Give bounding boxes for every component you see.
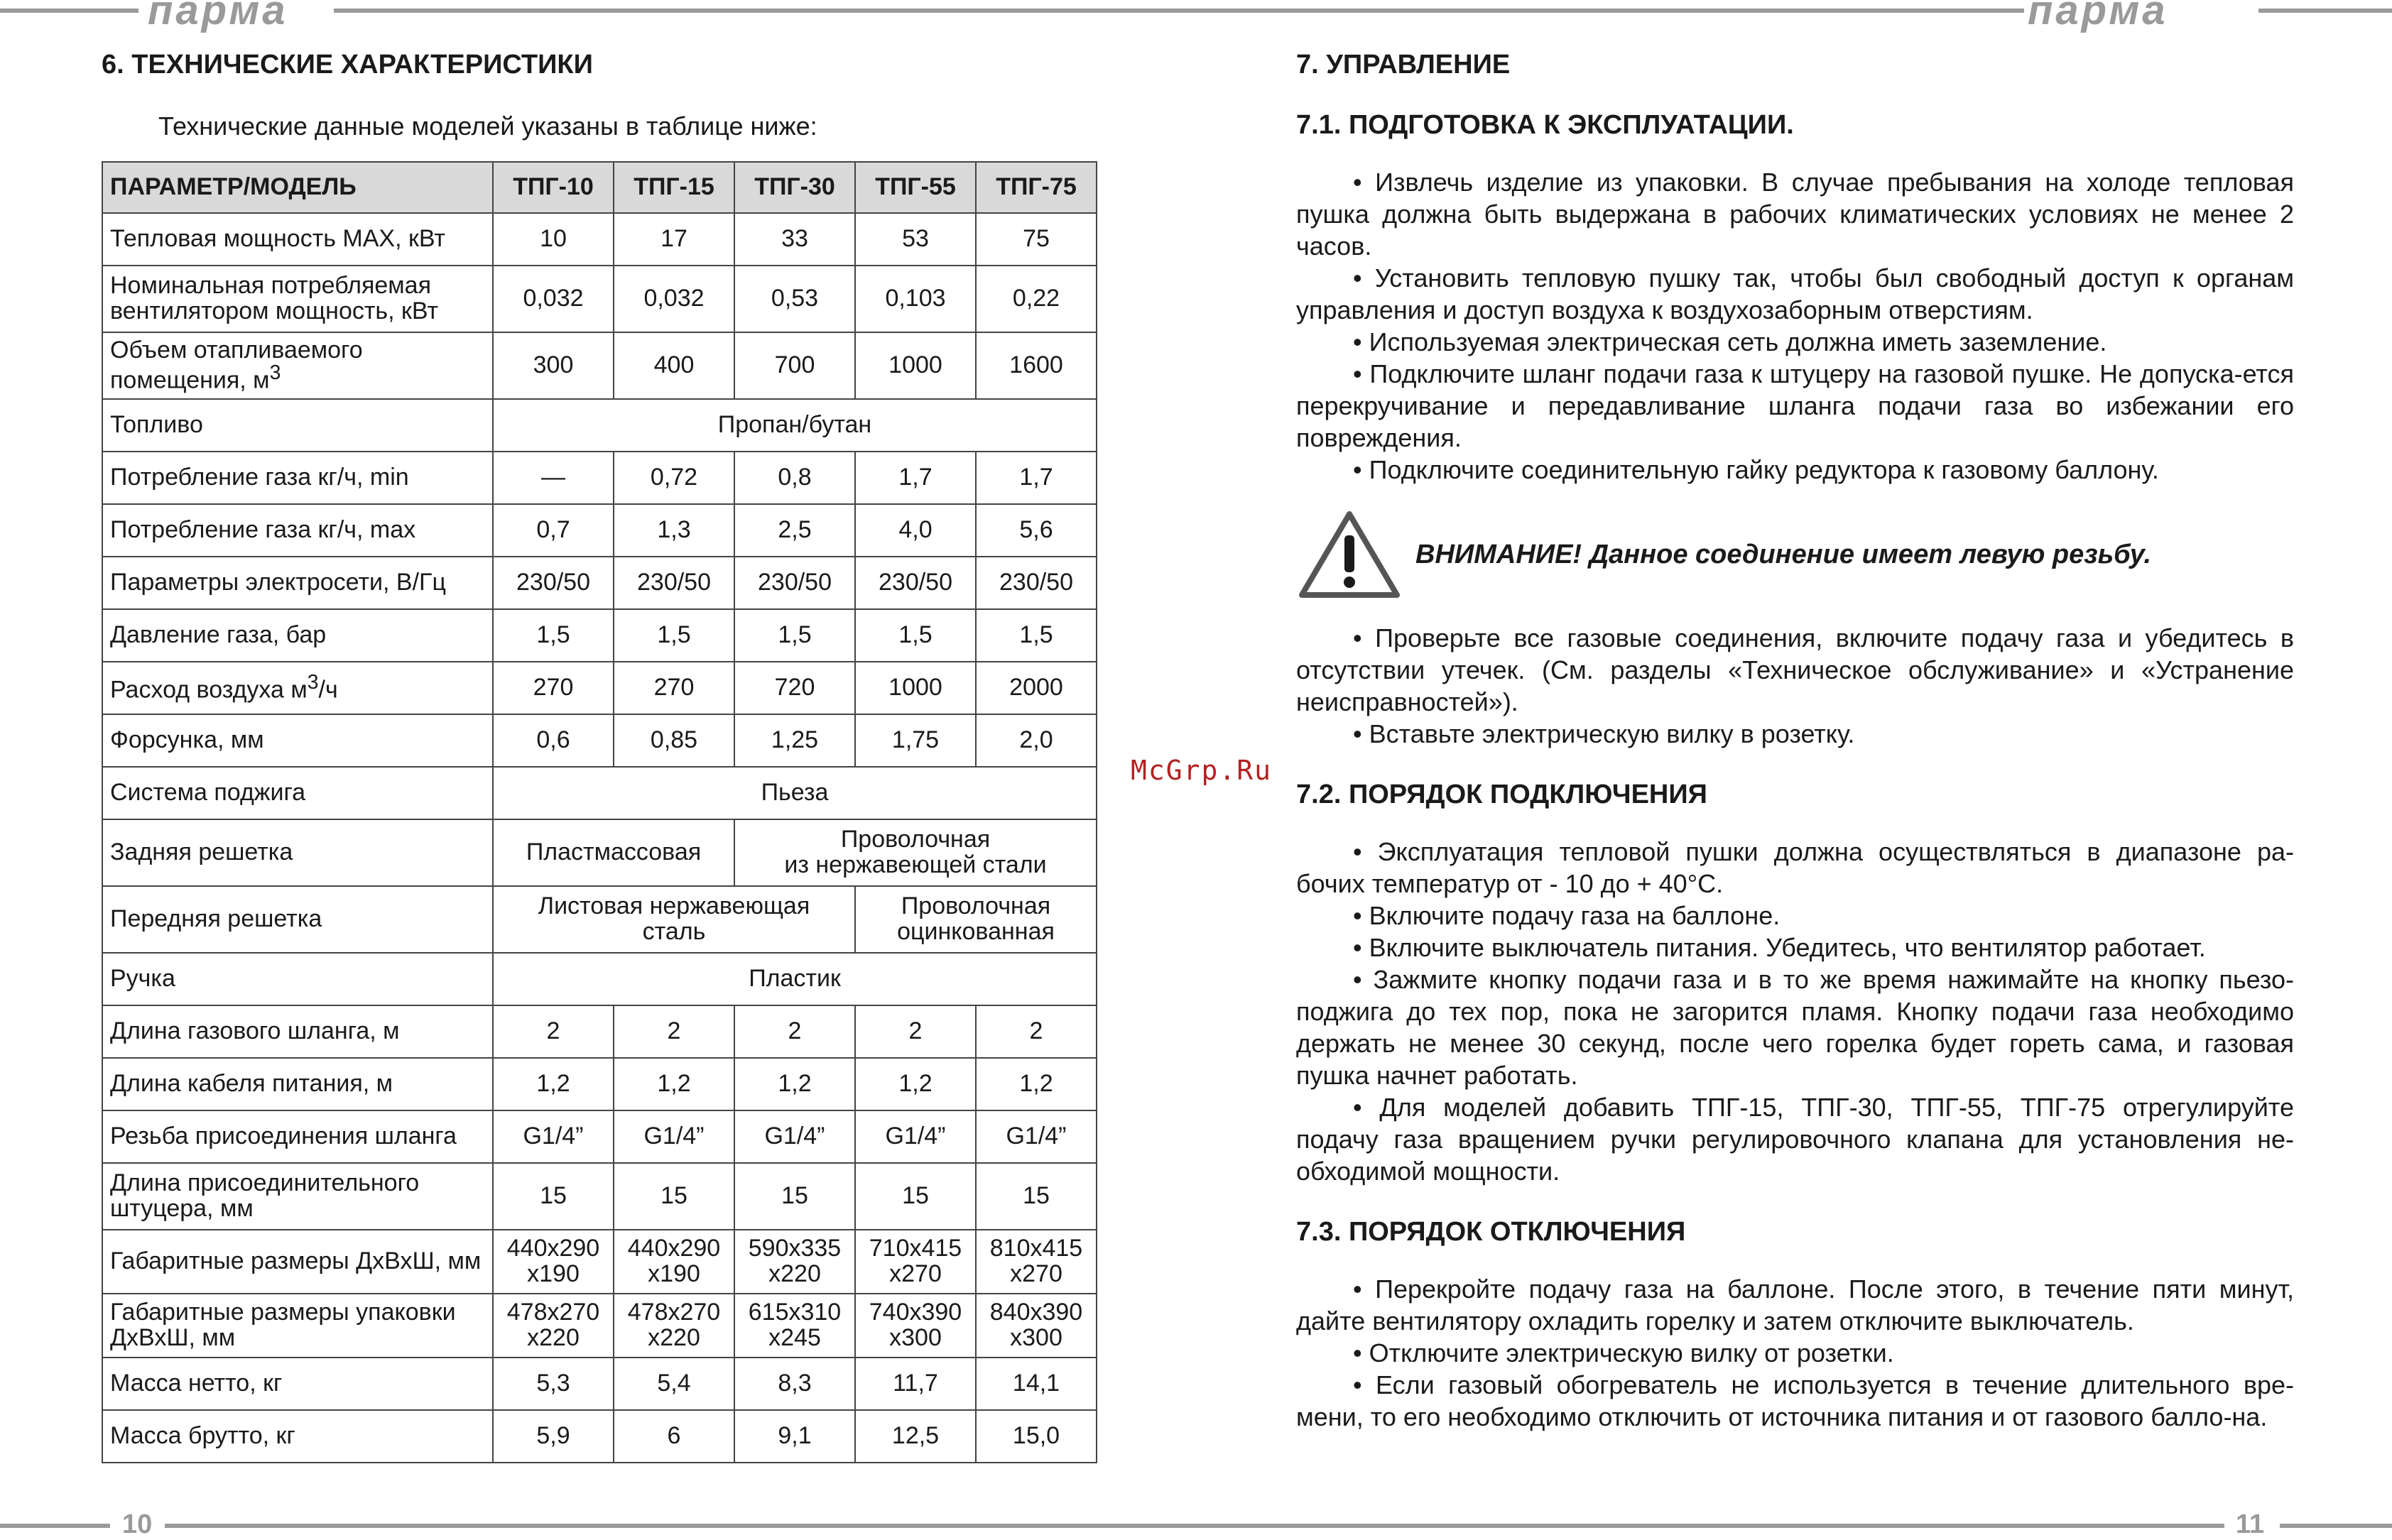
value-cell: 2 bbox=[493, 1005, 614, 1058]
value-cell-merged: Пропан/бутан bbox=[493, 399, 1097, 452]
paragraph: • Зажмите кнопку подачи газа и в то же время нажимайте на кнопку пьезо-поджига до тех пор, пока не загорится пламя. Кнопку подачи газа необходимо держать не менее 30 секунд, после чего горелка будет гореть сама, и газовая пушка начнет работать. bbox=[1296, 965, 2294, 1090]
value-cell bbox=[976, 1294, 1097, 1358]
value-cell: 1,5 bbox=[734, 609, 855, 662]
value-cell bbox=[734, 1294, 855, 1358]
param-cell: Задняя решетка bbox=[102, 819, 493, 886]
table-header-row bbox=[102, 162, 1097, 213]
value-cell: 230/50 bbox=[614, 557, 734, 609]
warning-icon bbox=[1296, 508, 1403, 601]
header-rule-center bbox=[334, 9, 2024, 13]
value-cell: G1/4” bbox=[734, 1110, 855, 1163]
param-cell: Габаритные размеры упаковки ДхВхШ, мм bbox=[102, 1294, 493, 1358]
table-row bbox=[102, 953, 1097, 1005]
param-cell: Масса брутто, кг bbox=[102, 1410, 493, 1463]
table-row bbox=[102, 662, 1097, 714]
value-cell: 720 bbox=[734, 662, 855, 714]
table-row bbox=[102, 609, 1097, 662]
value-line: х190 bbox=[527, 1260, 580, 1287]
value-cell: 1,25 bbox=[734, 714, 855, 767]
paragraph: • Подключите шланг подачи газа к штуцеру на газовой пушке. Не допуска-ется перекручивание и передавливание шланга подачи газа во избежании его повреждения. bbox=[1296, 359, 2294, 452]
table-row bbox=[102, 332, 1097, 399]
table-row bbox=[102, 1294, 1097, 1358]
section-6-title: 6. ТЕХНИЧЕСКИЕ ХАРАКТЕРИСТИКИ bbox=[102, 50, 593, 80]
value-cell: 15 bbox=[855, 1163, 976, 1230]
value-cell: 1,3 bbox=[614, 504, 734, 557]
value-cell: 1,5 bbox=[493, 609, 614, 662]
table-row bbox=[102, 399, 1097, 452]
paragraph: • Включите выключатель питания. Убедитесь, что вентилятор работает. bbox=[1353, 933, 2206, 962]
value-cell: 0,85 bbox=[614, 714, 734, 767]
header-cell: ТПГ-15 bbox=[614, 162, 734, 213]
paragraph: • Проверьте все газовые соединения, включите подачу газа и убедитесь в отсутствии утечек. (См. разделы «Техническое обслуживание» и «Устранение неисправностей»). bbox=[1296, 623, 2294, 716]
value-cell bbox=[855, 1294, 976, 1358]
table-row bbox=[102, 1005, 1097, 1058]
section-7-2-body bbox=[1296, 836, 2294, 1187]
value-line: х220 bbox=[648, 1324, 700, 1351]
value-cell: G1/4” bbox=[976, 1110, 1097, 1163]
spec-table bbox=[102, 161, 1097, 1463]
value-cell: 2000 bbox=[976, 662, 1097, 714]
value-line: Проволочная bbox=[901, 892, 1051, 920]
table-row bbox=[102, 1410, 1097, 1463]
value-line: х300 bbox=[889, 1324, 942, 1351]
left-page bbox=[102, 50, 1096, 1463]
value-cell: 17 bbox=[614, 213, 734, 266]
value-cell bbox=[976, 1230, 1097, 1294]
header-cell: ТПГ-75 bbox=[976, 162, 1097, 213]
value-cell: 11,7 bbox=[855, 1358, 976, 1410]
value-line: 710х415 bbox=[869, 1235, 962, 1262]
paragraph: • Перекройте подачу газа на баллоне. После этого, в течение пяти минут, дайте вентилятору охладить горелку и затем отключите выключатель. bbox=[1296, 1274, 2294, 1336]
value-cell bbox=[493, 1230, 614, 1294]
value-cell: 230/50 bbox=[976, 557, 1097, 609]
value-cell: 2 bbox=[734, 1005, 855, 1058]
value-cell: 230/50 bbox=[734, 557, 855, 609]
value-cell: 1,2 bbox=[976, 1058, 1097, 1110]
table-row bbox=[102, 213, 1097, 266]
param-cell: Передняя решетка bbox=[102, 886, 493, 953]
footer-rule-center bbox=[165, 1524, 2224, 1528]
param-text: Расход воздуха м bbox=[110, 676, 308, 704]
value-cell: 1,5 bbox=[614, 609, 734, 662]
value-cell-merged: Пьеза bbox=[493, 767, 1097, 819]
brand-logo-right: парма bbox=[2028, 0, 2168, 33]
value-cell: 0,6 bbox=[493, 714, 614, 767]
value-cell: 1600 bbox=[976, 332, 1097, 399]
value-cell-merged bbox=[855, 886, 1097, 953]
param-text: Объем отапливаемого помещения, м bbox=[110, 336, 363, 394]
header-cell: ТПГ-30 bbox=[734, 162, 855, 213]
table-row bbox=[102, 452, 1097, 504]
param-cell: Длина кабеля питания, м bbox=[102, 1058, 493, 1110]
value-cell bbox=[734, 1230, 855, 1294]
paragraph: • Используемая электрическая сеть должна иметь заземление. bbox=[1353, 327, 2107, 356]
footer-rule-left bbox=[0, 1524, 110, 1528]
value-cell: 270 bbox=[614, 662, 734, 714]
value-cell: 5,9 bbox=[493, 1410, 614, 1463]
value-line: Листовая нержавеющая bbox=[538, 892, 810, 920]
value-cell: 0,8 bbox=[734, 452, 855, 504]
value-cell: 5,6 bbox=[976, 504, 1097, 557]
param-cell: Параметры электросети, В/Гц bbox=[102, 557, 493, 609]
value-cell: 5,3 bbox=[493, 1358, 614, 1410]
paragraph: • Установить тепловую пушку так, чтобы был свободный доступ к органам управления и доступ воздуха к воздухозаборным отверстиям. bbox=[1296, 263, 2294, 324]
value-cell: 2,0 bbox=[976, 714, 1097, 767]
table-row bbox=[102, 714, 1097, 767]
table-row bbox=[102, 1358, 1097, 1410]
value-line: сталь bbox=[642, 918, 706, 945]
param-cell: Топливо bbox=[102, 399, 493, 452]
value-line: Проволочная bbox=[840, 826, 991, 853]
section-7-title: 7. УПРАВЛЕНИЕ bbox=[1296, 50, 1511, 80]
param-cell: Система поджига bbox=[102, 767, 493, 819]
value-line: х190 bbox=[648, 1260, 700, 1287]
brand-logo-left: парма bbox=[148, 0, 288, 33]
value-line: х270 bbox=[1010, 1260, 1062, 1287]
paragraph: • Эксплуатация тепловой пушки должна осуществляться в диапазоне ра-бочих температур от - 10 до + 40°С. bbox=[1296, 837, 2294, 898]
table-row bbox=[102, 1110, 1097, 1163]
value-cell: 300 bbox=[493, 332, 614, 399]
value-cell: 12,5 bbox=[855, 1410, 976, 1463]
value-cell: — bbox=[493, 452, 614, 504]
value-cell-merged: Пластик bbox=[493, 953, 1097, 1005]
value-cell: 270 bbox=[493, 662, 614, 714]
table-row bbox=[102, 1058, 1097, 1110]
param-cell: Потребление газа кг/ч, min bbox=[102, 452, 493, 504]
value-cell: 230/50 bbox=[493, 557, 614, 609]
value-cell: G1/4” bbox=[614, 1110, 734, 1163]
value-cell: 1,7 bbox=[976, 452, 1097, 504]
value-cell: G1/4” bbox=[855, 1110, 976, 1163]
param-text-suffix: /ч bbox=[318, 676, 338, 704]
value-cell: 1,7 bbox=[855, 452, 976, 504]
value-cell bbox=[855, 1230, 976, 1294]
header-cell: ТПГ-55 bbox=[855, 162, 976, 213]
value-cell: 2 bbox=[855, 1005, 976, 1058]
value-cell bbox=[493, 1294, 614, 1358]
value-cell: 15 bbox=[614, 1163, 734, 1230]
value-cell-merged: Пластмассовая bbox=[493, 819, 734, 886]
table-row bbox=[102, 886, 1097, 953]
value-cell: 1,2 bbox=[493, 1058, 614, 1110]
table-intro: Технические данные моделей указаны в таблице ниже: bbox=[158, 111, 817, 141]
header-cell: ПАРАМЕТР/МОДЕЛЬ bbox=[102, 162, 493, 213]
paragraph: • Для моделей добавить ТПГ-15, ТПГ-30, ТПГ-55, ТПГ-75 отрегулируйте подачу газа вращением ручки регулировочного клапана для установления не-обходимой мощности. bbox=[1296, 1093, 2294, 1186]
value-cell: 9,1 bbox=[734, 1410, 855, 1463]
value-line: 478х270 bbox=[506, 1299, 600, 1326]
value-line: 615х310 bbox=[748, 1299, 842, 1326]
table-row bbox=[102, 1230, 1097, 1294]
value-cell: 15 bbox=[976, 1163, 1097, 1230]
value-cell: 1000 bbox=[855, 662, 976, 714]
value-cell: 10 bbox=[493, 213, 614, 266]
param-cell: Масса нетто, кг bbox=[102, 1358, 493, 1410]
unit-superscript: 3 bbox=[269, 361, 281, 385]
paragraph: • Подключите соединительную гайку редуктора к газовому баллону. bbox=[1353, 455, 2159, 484]
value-cell: 33 bbox=[734, 213, 855, 266]
value-cell: 1,2 bbox=[855, 1058, 976, 1110]
section-7-1-body-2 bbox=[1296, 622, 2294, 750]
paragraph: • Включите подачу газа на баллоне. bbox=[1353, 901, 1781, 930]
table-row bbox=[102, 819, 1097, 886]
value-cell: 4,0 bbox=[855, 504, 976, 557]
param-cell: Ручка bbox=[102, 953, 493, 1005]
table-row bbox=[102, 557, 1097, 609]
table-row bbox=[102, 504, 1097, 557]
section-7-3-title: 7.3. ПОРЯДОК ОТКЛЮЧЕНИЯ bbox=[1296, 1217, 1686, 1247]
value-cell: 1,2 bbox=[614, 1058, 734, 1110]
value-cell: 0,72 bbox=[614, 452, 734, 504]
param-cell: Длина присоединительного штуцера, мм bbox=[102, 1163, 493, 1230]
value-cell: 15 bbox=[493, 1163, 614, 1230]
value-cell: 2 bbox=[614, 1005, 734, 1058]
value-line: оцинкованная bbox=[897, 918, 1055, 945]
value-cell: 0,53 bbox=[734, 266, 855, 332]
param-cell bbox=[102, 662, 493, 714]
value-cell: 700 bbox=[734, 332, 855, 399]
value-cell: 2,5 bbox=[734, 504, 855, 557]
param-cell: Давление газа, бар bbox=[102, 609, 493, 662]
paragraph: • Если газовый обогреватель не используется в течение длительного вре-мени, то его необходимо отключить от источника питания и от газового балло-на. bbox=[1296, 1370, 2294, 1431]
value-line: х245 bbox=[768, 1324, 821, 1351]
value-cell: 1,2 bbox=[734, 1058, 855, 1110]
section-7-1-body bbox=[1296, 166, 2294, 486]
value-cell: 230/50 bbox=[855, 557, 976, 609]
param-cell: Потребление газа кг/ч, max bbox=[102, 504, 493, 557]
value-cell: G1/4” bbox=[493, 1110, 614, 1163]
value-cell: 0,103 bbox=[855, 266, 976, 332]
page-number-left: 10 bbox=[122, 1509, 153, 1539]
param-cell: Номинальная потребляемая вентилятором мощность, кВт bbox=[102, 266, 493, 332]
table-row bbox=[102, 266, 1097, 332]
header-cell: ТПГ-10 bbox=[493, 162, 614, 213]
value-cell bbox=[614, 1230, 734, 1294]
value-line: 478х270 bbox=[627, 1299, 721, 1326]
param-cell: Форсунка, мм bbox=[102, 714, 493, 767]
value-cell-merged bbox=[493, 886, 855, 953]
value-line: х220 bbox=[527, 1324, 580, 1351]
value-cell: 0,7 bbox=[493, 504, 614, 557]
section-7-1-title: 7.1. ПОДГОТОВКА К ЭКСПЛУАТАЦИИ. bbox=[1296, 110, 1794, 140]
page-number-right: 11 bbox=[2236, 1509, 2265, 1539]
right-page bbox=[1296, 50, 2294, 1433]
value-cell: 1000 bbox=[855, 332, 976, 399]
value-cell-merged bbox=[734, 819, 1097, 886]
value-line: 840х390 bbox=[989, 1299, 1083, 1326]
value-line: 740х390 bbox=[869, 1299, 962, 1326]
header-rule-right bbox=[2258, 9, 2392, 13]
value-cell: 5,4 bbox=[614, 1358, 734, 1410]
value-line: х220 bbox=[768, 1260, 821, 1287]
unit-superscript: 3 bbox=[307, 671, 319, 694]
value-cell: 400 bbox=[614, 332, 734, 399]
value-line: 590х335 bbox=[748, 1235, 842, 1262]
param-cell: Тепловая мощность MAX, кВт bbox=[102, 213, 493, 266]
value-cell: 15 bbox=[734, 1163, 855, 1230]
header-rule-left bbox=[0, 9, 138, 13]
value-cell: 53 bbox=[855, 213, 976, 266]
value-line: 810х415 bbox=[989, 1235, 1083, 1262]
paragraph: • Извлечь изделие из упаковки. В случае пребывания на холоде тепловая пушка должна быть выдержана в рабочих климатических условиях не менее 2 часов. bbox=[1296, 168, 2294, 261]
value-line: 440х290 bbox=[506, 1235, 600, 1262]
value-cell: 1,5 bbox=[855, 609, 976, 662]
value-cell bbox=[614, 1294, 734, 1358]
table-row bbox=[102, 767, 1097, 819]
section-7-2-title: 7.2. ПОРЯДОК ПОДКЛЮЧЕНИЯ bbox=[1296, 780, 1707, 809]
value-cell: 15,0 bbox=[976, 1410, 1097, 1463]
value-cell: 75 bbox=[976, 213, 1097, 266]
param-cell: Резьба присоединения шланга bbox=[102, 1110, 493, 1163]
value-line: х270 bbox=[889, 1260, 942, 1287]
section-7-3-body bbox=[1296, 1273, 2294, 1433]
param-cell: Длина газового шланга, м bbox=[102, 1005, 493, 1058]
value-line: х300 bbox=[1010, 1324, 1062, 1351]
value-cell: 2 bbox=[976, 1005, 1097, 1058]
param-cell: Габаритные размеры ДхВхШ, мм bbox=[102, 1230, 493, 1294]
warning-box bbox=[1296, 508, 2294, 601]
paragraph: • Вставьте электрическую вилку в розетку. bbox=[1353, 719, 1855, 748]
value-cell: 0,032 bbox=[614, 266, 734, 332]
paragraph: • Отключите электрическую вилку от розетки. bbox=[1353, 1338, 1894, 1367]
warning-text: ВНИМАНИЕ! Данное соединение имеет левую резьбу. bbox=[1415, 539, 2152, 569]
value-cell: 8,3 bbox=[734, 1358, 855, 1410]
value-cell: 1,75 bbox=[855, 714, 976, 767]
value-cell: 6 bbox=[614, 1410, 734, 1463]
value-line: 440х290 bbox=[627, 1235, 721, 1262]
value-cell: 0,032 bbox=[493, 266, 614, 332]
param-cell bbox=[102, 332, 493, 399]
value-line: из нержавеющей стали bbox=[784, 851, 1047, 878]
value-cell: 14,1 bbox=[976, 1358, 1097, 1410]
footer-rule-right bbox=[2280, 1524, 2392, 1528]
value-cell: 0,22 bbox=[976, 266, 1097, 332]
value-cell: 1,5 bbox=[976, 609, 1097, 662]
watermark: McGrp.Ru bbox=[1131, 755, 1273, 786]
table-row bbox=[102, 1163, 1097, 1230]
